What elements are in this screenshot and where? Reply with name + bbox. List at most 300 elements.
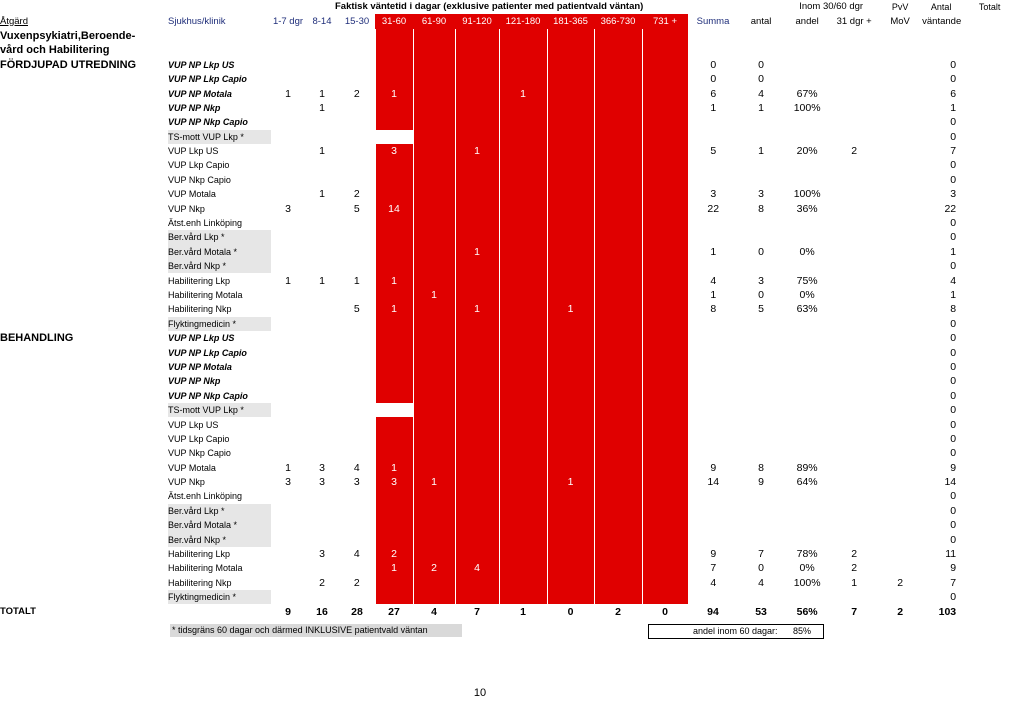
- total-spacer: [168, 604, 271, 618]
- day-value: [413, 115, 455, 129]
- row-label: Habilitering Lkp: [168, 549, 231, 560]
- day-value: [375, 403, 413, 417]
- day-value: 1: [375, 86, 413, 100]
- day-value: [375, 590, 413, 604]
- summa-value: [688, 173, 738, 187]
- pvv-value: [830, 259, 878, 273]
- total-day-value: 4: [431, 605, 437, 618]
- day-value: [305, 58, 339, 72]
- day-value: [339, 317, 375, 331]
- day-value: [271, 115, 305, 129]
- day-value: [271, 374, 305, 388]
- antal-value: [738, 532, 784, 546]
- day-value: [547, 446, 594, 460]
- andel-value: 0%: [799, 562, 815, 575]
- section-spacer: [0, 360, 168, 374]
- mov-value: [878, 259, 922, 273]
- day-value: [499, 446, 547, 460]
- total-value: 0: [950, 533, 957, 546]
- day-value: [642, 288, 688, 302]
- pvv-value: [830, 461, 878, 475]
- day-value: [547, 245, 594, 259]
- day-value: [594, 173, 642, 187]
- day-value: [271, 58, 305, 72]
- day-value: [642, 417, 688, 431]
- row-label: VUP NP Lkp US: [168, 59, 235, 70]
- section-spacer: [0, 130, 168, 144]
- day-value: [413, 432, 455, 446]
- day-value: [594, 374, 642, 388]
- day-value: 1: [375, 302, 413, 316]
- mov-value: [878, 389, 922, 403]
- total-value: 6: [950, 87, 957, 100]
- antal-value: 9: [758, 476, 764, 489]
- day-value: [499, 230, 547, 244]
- section-spacer: [0, 590, 168, 604]
- andel-value: 75%: [796, 274, 818, 287]
- day-value: [594, 532, 642, 546]
- day-col-header: 61-90: [413, 14, 455, 28]
- day-value: [305, 259, 339, 273]
- day-value: [547, 417, 594, 431]
- summa-value: [688, 489, 738, 503]
- table-row: [0, 86, 1019, 100]
- day-value: [642, 144, 688, 158]
- day-value: [305, 432, 339, 446]
- table-row: [0, 130, 1019, 144]
- day-col-header: 731 +: [642, 14, 688, 28]
- day-value: [375, 518, 413, 532]
- total-day-value: 0: [662, 605, 668, 618]
- section-spacer: [0, 345, 168, 359]
- total-day-value: 2: [615, 605, 621, 618]
- day-value: [547, 317, 594, 331]
- day-value: [339, 345, 375, 359]
- day-value: [594, 590, 642, 604]
- antal-value: [738, 518, 784, 532]
- day-value: [271, 317, 305, 331]
- day-value: [413, 360, 455, 374]
- day-value: [375, 245, 413, 259]
- day-value: [413, 403, 455, 417]
- section-spacer: [0, 446, 168, 460]
- row-label: VUP Nkp: [168, 203, 205, 214]
- day-value: [339, 216, 375, 230]
- section-spacer: [0, 302, 168, 316]
- antal-value: 8: [758, 202, 764, 215]
- antal-value: 0: [758, 289, 764, 301]
- summa-value: [688, 345, 738, 359]
- mov-value: [878, 58, 922, 72]
- day-value: [271, 446, 305, 460]
- day-value: [413, 576, 455, 590]
- mov-value: [878, 245, 922, 259]
- pvv-value: 2: [851, 548, 858, 561]
- day-value: [499, 518, 547, 532]
- pvv-value: [830, 86, 878, 100]
- day-value: [547, 532, 594, 546]
- mov-header: MoV: [890, 15, 910, 27]
- day-value: [305, 288, 339, 302]
- section-spacer: [0, 101, 168, 115]
- day-value: [547, 432, 594, 446]
- andel-value: [784, 158, 830, 172]
- andel-value: 78%: [796, 548, 818, 561]
- pvv-value: [830, 273, 878, 287]
- day-value: [455, 130, 499, 144]
- antal-value: [738, 360, 784, 374]
- section-spacer: [0, 504, 168, 518]
- table-row: [0, 547, 1019, 561]
- table-row: [0, 374, 1019, 388]
- day-value: [413, 72, 455, 86]
- mov-value: [878, 403, 922, 417]
- day-value: [594, 504, 642, 518]
- day-value: [339, 432, 375, 446]
- antal-value: 3: [758, 274, 764, 287]
- row-label: VUP Nkp Capio: [168, 448, 231, 459]
- section-spacer: [0, 461, 168, 475]
- mov-value: [878, 302, 922, 316]
- mov-value: [878, 115, 922, 129]
- day-value: 1: [319, 188, 325, 201]
- andel-value: 100%: [793, 101, 821, 114]
- section-spacer: [0, 532, 168, 546]
- antal-value: 0: [758, 562, 764, 575]
- day-value: 1: [353, 274, 360, 287]
- row-label: VUP Nkp Capio: [168, 174, 231, 185]
- day-value: [455, 58, 499, 72]
- day-value: [271, 403, 305, 417]
- table-row: [0, 475, 1019, 489]
- antal-value: [738, 216, 784, 230]
- day-value: [339, 518, 375, 532]
- andel-value: 100%: [793, 576, 821, 589]
- section-spacer: [0, 201, 168, 215]
- table-row: [0, 576, 1019, 590]
- day-value: [547, 173, 594, 187]
- day-value: [339, 504, 375, 518]
- row-label: Ber.vård Lkp *: [168, 230, 271, 244]
- day-value: [271, 389, 305, 403]
- total-value: 0: [950, 490, 957, 503]
- day-value: [642, 461, 688, 475]
- day-value: [339, 130, 375, 144]
- day-value: [499, 302, 547, 316]
- day-value: [339, 489, 375, 503]
- pvv-value: 1: [851, 576, 858, 589]
- day-value: 1: [547, 475, 594, 489]
- day-value: 1: [319, 87, 325, 100]
- pvv-value: [830, 374, 878, 388]
- table-row: [0, 273, 1019, 287]
- day-value: [642, 446, 688, 460]
- row-label: VUP NP Motala: [168, 88, 232, 99]
- total-value: 1: [950, 289, 957, 301]
- day-value: [339, 590, 375, 604]
- total-value: 0: [950, 73, 957, 86]
- pvv-value: [830, 58, 878, 72]
- day-value: [642, 101, 688, 115]
- pvv-value: [830, 72, 878, 86]
- day-value: [375, 158, 413, 172]
- total-value: 0: [950, 332, 957, 345]
- day-value: 1: [455, 245, 499, 259]
- andel-value: 89%: [796, 461, 818, 474]
- day-value: [594, 331, 642, 345]
- day-value: [339, 158, 375, 172]
- day-value: [547, 86, 594, 100]
- section-spacer: [0, 317, 168, 331]
- table-row: [0, 245, 1019, 259]
- mov-value: [878, 230, 922, 244]
- section-spacer: [0, 86, 168, 100]
- day-value: 2: [375, 547, 413, 561]
- total-value: 0: [950, 504, 957, 517]
- day-value: [455, 417, 499, 431]
- day-col-header: 91-120: [455, 14, 499, 28]
- summa-value: 1: [710, 289, 717, 301]
- andel-value: [784, 403, 830, 417]
- antal-value: 1: [758, 145, 764, 158]
- day-value: [271, 532, 305, 546]
- day-value: [413, 173, 455, 187]
- row-label: VUP Lkp Capio: [168, 160, 230, 171]
- mov-value: [878, 158, 922, 172]
- mov-value: [878, 374, 922, 388]
- day-value: [305, 360, 339, 374]
- day-value: [375, 173, 413, 187]
- day-value: [547, 590, 594, 604]
- day-value: [271, 130, 305, 144]
- summa-value: 6: [710, 87, 717, 100]
- pvv-value: [830, 532, 878, 546]
- day-value: [375, 532, 413, 546]
- mov-value: [878, 86, 922, 100]
- andel-value: [784, 72, 830, 86]
- day-value: 3: [375, 475, 413, 489]
- day-value: [642, 360, 688, 374]
- andel-value: [784, 590, 830, 604]
- summa-value: 9: [710, 548, 717, 561]
- antal-value: [738, 230, 784, 244]
- total-value: 0: [950, 418, 957, 431]
- day-value: 1: [375, 461, 413, 475]
- table-row: [0, 360, 1019, 374]
- section-spacer: [0, 273, 168, 287]
- andel-value: 63%: [796, 303, 818, 316]
- andel-value: [784, 432, 830, 446]
- summa-value: [688, 216, 738, 230]
- day-value: [271, 259, 305, 273]
- day-value: [642, 86, 688, 100]
- row-label: Ätst.enh Linköping: [168, 491, 243, 502]
- day-value: 1: [455, 144, 499, 158]
- table-row: [0, 288, 1019, 302]
- total-total-value: 103: [938, 605, 957, 618]
- total-value: 0: [950, 130, 957, 143]
- andel-value: [784, 259, 830, 273]
- day-value: 1: [455, 302, 499, 316]
- total-row: [0, 604, 1019, 618]
- day-value: [594, 403, 642, 417]
- day-value: [594, 115, 642, 129]
- day-value: [594, 547, 642, 561]
- table-row: [0, 101, 1019, 115]
- day-value: [271, 173, 305, 187]
- day-value: [642, 590, 688, 604]
- day-value: [499, 259, 547, 273]
- table-row: [0, 72, 1019, 86]
- day-col-header: 15-30: [339, 14, 375, 28]
- andel-value: [784, 331, 830, 345]
- pvv-value: [830, 317, 878, 331]
- antal-value: 0: [758, 73, 764, 86]
- day-value: 1: [319, 145, 325, 158]
- day-value: [339, 374, 375, 388]
- day-value: [413, 144, 455, 158]
- antal-value: 4: [758, 87, 764, 100]
- antal-value: [738, 489, 784, 503]
- day-value: [413, 302, 455, 316]
- day-value: [339, 72, 375, 86]
- day-value: [642, 403, 688, 417]
- summa-value: 3: [710, 188, 717, 201]
- day-value: 2: [319, 576, 325, 589]
- section-name: FÖRDJUPAD UTREDNING: [0, 58, 137, 71]
- summa-value: 7: [710, 562, 717, 575]
- total-value: 1: [950, 245, 957, 258]
- day-value: [413, 331, 455, 345]
- andel-value: [784, 374, 830, 388]
- total-value: 0: [950, 591, 957, 604]
- table-row: [0, 561, 1019, 575]
- day-value: [642, 576, 688, 590]
- day-value: [339, 101, 375, 115]
- andel-value: [784, 317, 830, 331]
- day-value: [499, 504, 547, 518]
- atgard-header: Åtgärd: [0, 15, 28, 27]
- table-row: [0, 345, 1019, 359]
- day-value: 5: [353, 202, 360, 215]
- day-value: 3: [375, 144, 413, 158]
- day-value: [375, 101, 413, 115]
- day-value: [642, 273, 688, 287]
- day-value: [339, 288, 375, 302]
- pvv-value: [830, 389, 878, 403]
- table-row: [0, 518, 1019, 532]
- day-value: [594, 158, 642, 172]
- day-value: [455, 590, 499, 604]
- day-value: 1: [547, 302, 594, 316]
- section-spacer: [0, 187, 168, 201]
- andel-value: 0%: [799, 289, 815, 301]
- day-value: [413, 101, 455, 115]
- day-value: 3: [285, 476, 291, 489]
- day-value: 5: [353, 303, 360, 316]
- section-spacer: [0, 417, 168, 431]
- section-spacer: [0, 489, 168, 503]
- day-value: [455, 432, 499, 446]
- day-value: [642, 72, 688, 86]
- mov-value: [878, 317, 922, 331]
- andel-value: 67%: [796, 87, 818, 100]
- antal-value: 7: [758, 548, 764, 561]
- mov-value: [878, 216, 922, 230]
- total-value: 0: [950, 217, 957, 230]
- pvv-value: [830, 345, 878, 359]
- summa-value: [688, 432, 738, 446]
- summa-value: [688, 360, 738, 374]
- mov-value: [878, 331, 922, 345]
- section-spacer: [0, 115, 168, 129]
- day-value: [413, 504, 455, 518]
- day-value: 14: [375, 201, 413, 215]
- day-value: 1: [319, 274, 325, 287]
- table-row: [0, 187, 1019, 201]
- day-value: [375, 130, 413, 144]
- section-spacer: [0, 259, 168, 273]
- day-value: [375, 374, 413, 388]
- day-value: [413, 547, 455, 561]
- day-value: [594, 518, 642, 532]
- day-value: [547, 187, 594, 201]
- day-value: [375, 216, 413, 230]
- day-value: [642, 58, 688, 72]
- day-value: [413, 130, 455, 144]
- total-value: 1: [950, 101, 957, 114]
- day-value: [455, 403, 499, 417]
- summa-value: [688, 317, 738, 331]
- andel-value: [784, 230, 830, 244]
- dgr31-header: 31 dgr +: [836, 15, 872, 27]
- day-value: 3: [319, 548, 325, 561]
- antal-value: [738, 374, 784, 388]
- mov-value: [878, 475, 922, 489]
- row-label: TS-mott VUP Lkp *: [168, 403, 271, 417]
- day-value: [642, 259, 688, 273]
- mov-value: [878, 201, 922, 215]
- day-value: [271, 360, 305, 374]
- day-value: [547, 259, 594, 273]
- day-value: [547, 561, 594, 575]
- day-value: [339, 173, 375, 187]
- clinic-header: Sjukhus/klinik: [168, 15, 226, 27]
- section-spacer: [0, 475, 168, 489]
- total-day-value: 1: [520, 605, 526, 618]
- day-value: [455, 86, 499, 100]
- day-value: [413, 86, 455, 100]
- pvv-value: [830, 432, 878, 446]
- day-value: [499, 561, 547, 575]
- day-value: [339, 245, 375, 259]
- summa-value: 0: [710, 73, 717, 86]
- day-value: [499, 360, 547, 374]
- pvv-value: [830, 302, 878, 316]
- day-value: [499, 173, 547, 187]
- day-value: [499, 547, 547, 561]
- total-day-value: 7: [474, 605, 480, 618]
- day-value: [305, 345, 339, 359]
- pvv-value: [830, 130, 878, 144]
- day-value: [305, 489, 339, 503]
- day-value: [455, 288, 499, 302]
- row-label: VUP NP Lkp US: [168, 333, 235, 344]
- mov-value: 2: [897, 576, 904, 589]
- total-value: 0: [950, 375, 957, 388]
- total-value: 0: [950, 260, 957, 273]
- day-value: [305, 302, 339, 316]
